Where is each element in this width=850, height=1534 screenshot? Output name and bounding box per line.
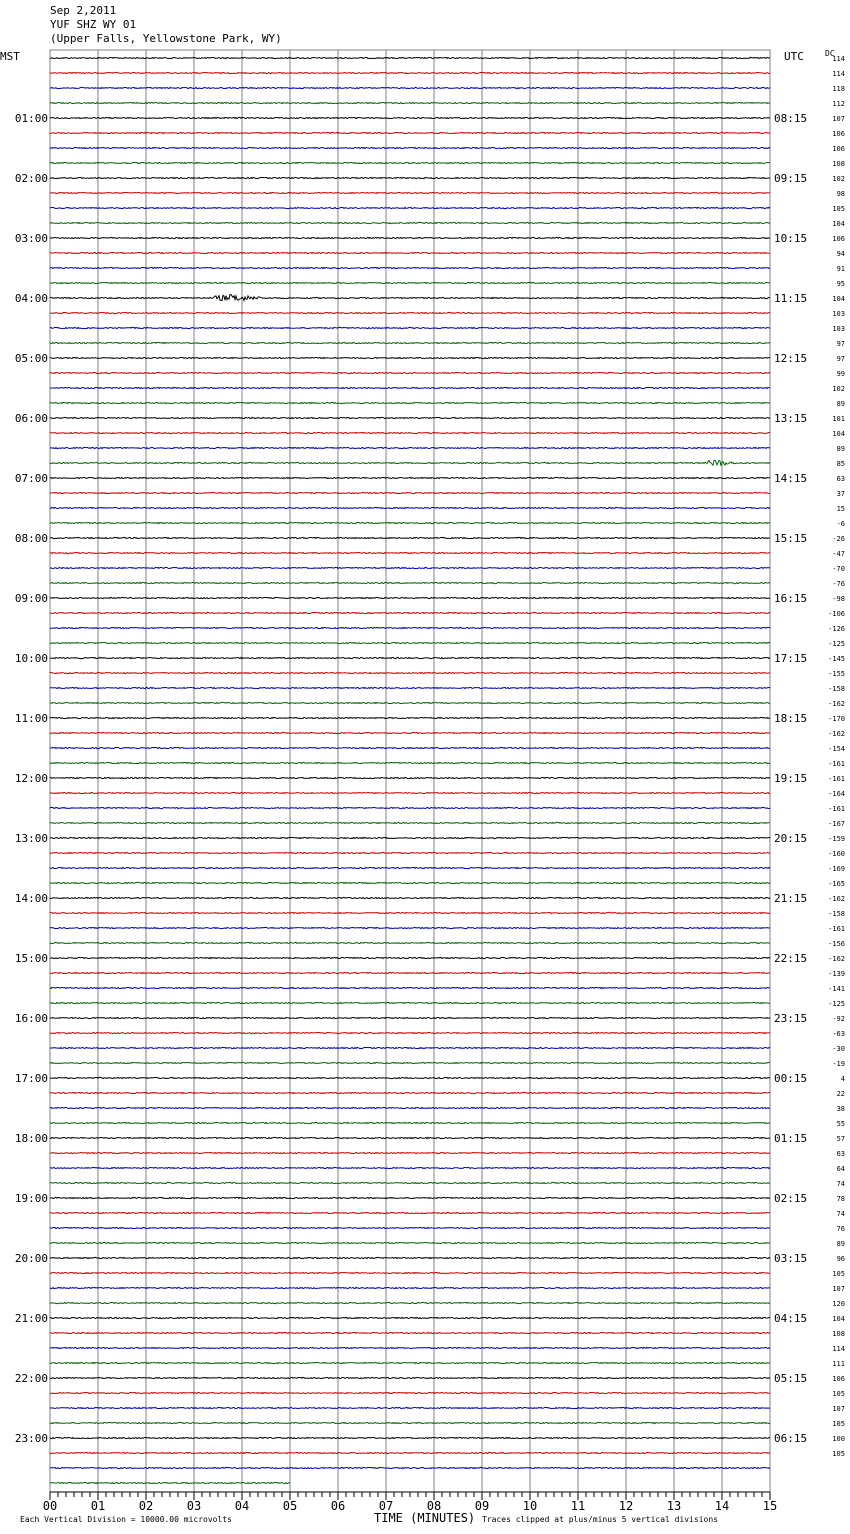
trace-line [50,460,770,466]
dc-offset-label: 102 [832,385,845,393]
x-tick-label: 02 [138,1499,154,1513]
trace-line [50,1392,770,1393]
trace-line [50,1422,770,1423]
right-hour-label: 10:15 [774,232,808,245]
dc-offset-label: 104 [832,220,845,228]
dc-offset-label: -26 [832,535,845,543]
right-hour-label: 21:15 [774,892,808,905]
dc-offset-label: 91 [836,265,845,273]
dc-offset-label: -162 [828,955,845,963]
trace-line [50,1377,770,1378]
right-hour-label: 15:15 [774,532,808,545]
trace-line [50,117,770,118]
trace-line [50,657,770,658]
right-hour-label: 18:15 [774,712,808,725]
dc-offset-label: 89 [836,400,845,408]
dc-offset-label: -167 [828,820,845,828]
left-hour-label: 17:00 [14,1072,48,1085]
dc-offset-label: -92 [832,1015,845,1023]
dc-offset-label: 105 [832,1450,845,1458]
trace-line [50,342,770,343]
dc-offset-label: 55 [836,1120,845,1128]
trace-line [50,177,770,178]
trace-line [50,1167,770,1168]
left-timezone-label: MST [0,50,20,63]
dc-offset-label: -76 [832,580,845,588]
dc-offset-label: 97 [836,355,845,363]
dc-offset-label: -154 [828,745,845,753]
right-hour-label: 17:15 [774,652,808,665]
trace-line [50,702,770,703]
trace-line [50,267,770,268]
trace-line [50,807,770,808]
dc-offset-label: -159 [828,835,845,843]
dc-offset-label: -161 [828,805,845,813]
left-hour-label: 21:00 [14,1312,48,1325]
trace-line [50,582,770,583]
dc-offset-label: 105 [832,205,845,213]
trace-line [50,295,770,301]
right-hour-label: 12:15 [774,352,808,365]
dc-offset-label: 89 [836,1240,845,1248]
right-hour-label: 11:15 [774,292,808,305]
trace-line [50,597,770,598]
trace-line [50,912,770,913]
dc-offset-label: -169 [828,865,845,873]
dc-offset-label: 105 [832,1270,845,1278]
dc-offset-label: 64 [836,1165,845,1173]
dc-offset-label: -125 [828,640,845,648]
dc-offset-label: 118 [832,85,845,93]
trace-line [50,747,770,748]
left-hour-label: 14:00 [14,892,48,905]
trace-line [50,972,770,973]
trace-line [50,942,770,943]
dc-offset-label: -63 [832,1030,845,1038]
x-tick-label: 14 [714,1499,730,1513]
trace-line [50,822,770,823]
trace-line [50,1197,770,1198]
trace-line [50,1092,770,1093]
dc-offset-label: 78 [836,1195,845,1203]
trace-line [50,282,770,283]
x-tick-label: 12 [618,1499,634,1513]
dc-offset-label: 107 [832,1285,845,1293]
trace-line [50,1257,770,1258]
dc-offset-label: 97 [836,340,845,348]
trace-line [50,237,770,238]
dc-offset-label: 57 [836,1135,845,1143]
dc-offset-label: 103 [832,310,845,318]
left-hour-label: 13:00 [14,832,48,845]
left-hour-label: 07:00 [14,472,48,485]
left-hour-label: 18:00 [14,1132,48,1145]
dc-offset-label: 4 [840,1075,845,1083]
dc-offset-label: -6 [836,520,845,528]
left-hour-label: 06:00 [14,412,48,425]
right-hour-label: 05:15 [774,1372,808,1385]
right-hour-label: 04:15 [774,1312,808,1325]
station-code: YUF SHZ WY 01 [50,18,137,31]
trace-line [50,57,770,58]
dc-offset-label: 104 [832,295,845,303]
dc-offset-label: -125 [828,1000,845,1008]
right-hour-label: 19:15 [774,772,808,785]
dc-offset-label: -106 [828,610,845,618]
trace-line [50,1077,770,1078]
trace-line [50,1002,770,1003]
trace-line [50,792,770,793]
x-tick-label: 11 [570,1499,586,1513]
dc-offset-label: -70 [832,565,845,573]
x-tick-label: 15 [762,1499,778,1513]
left-hour-label: 04:00 [14,292,48,305]
trace-line [50,897,770,898]
dc-offset-label: 37 [836,490,845,498]
dc-offset-label: -139 [828,970,845,978]
dc-offset-label: -155 [828,670,845,678]
dc-offset-label: 111 [832,1360,845,1368]
trace-line [50,1137,770,1138]
dc-offset-label: 63 [836,475,845,483]
left-hour-label: 08:00 [14,532,48,545]
right-hour-label: 23:15 [774,1012,808,1025]
left-hour-label: 01:00 [14,112,48,125]
left-hour-label: 20:00 [14,1252,48,1265]
dc-offset-label: 15 [836,505,845,513]
x-tick-label: 01 [90,1499,106,1513]
dc-offset-label: -160 [828,850,845,858]
left-hour-label: 23:00 [14,1432,48,1445]
trace-line [50,777,770,778]
dc-offset-header: DC [825,49,835,58]
dc-offset-label: 76 [836,1225,845,1233]
trace-line [50,1017,770,1018]
dc-offset-label: 99 [836,370,845,378]
dc-offset-label: -162 [828,700,845,708]
x-tick-label: 13 [666,1499,682,1513]
dc-offset-label: -162 [828,730,845,738]
trace-line [50,1272,770,1273]
dc-offset-label: 106 [832,130,845,138]
dc-offset-label: -126 [828,625,845,633]
trace-line [50,162,770,163]
trace-line [50,1347,770,1348]
dc-offset-label: 106 [832,235,845,243]
x-tick-label: 03 [186,1499,202,1513]
trace-line [50,672,770,673]
dc-offset-label: -141 [828,985,845,993]
left-hour-label: 22:00 [14,1372,48,1385]
right-hour-label: 06:15 [774,1432,808,1445]
trace-line [50,492,770,493]
left-hour-label: 09:00 [14,592,48,605]
trace-line [50,717,770,718]
right-timezone-label: UTC [784,50,804,63]
right-hour-label: 08:15 [774,112,808,125]
trace-line [50,1122,770,1123]
trace-line [50,627,770,628]
trace-line [50,327,770,328]
trace-line [50,1212,770,1213]
dc-offset-label: 106 [832,1375,845,1383]
trace-line [50,1152,770,1153]
trace-line [50,102,770,103]
plot-frame [50,50,770,1492]
right-hour-label: 00:15 [774,1072,808,1085]
trace-line [50,447,770,448]
right-hour-label: 01:15 [774,1132,808,1145]
trace-line [50,687,770,688]
left-hour-label: 11:00 [14,712,48,725]
trace-line [50,732,770,733]
trace-line [50,1062,770,1063]
dc-offset-label: -145 [828,655,845,663]
trace-line [50,867,770,868]
trace-line [50,1242,770,1243]
trace-line [50,1332,770,1333]
dc-offset-label: 114 [832,55,845,63]
trace-line [50,1032,770,1033]
dc-offset-label: 107 [832,1405,845,1413]
dc-offset-label: 85 [836,460,845,468]
dc-offset-label: -47 [832,550,845,558]
dc-offset-label: -162 [828,895,845,903]
trace-line [50,147,770,148]
trace-line [50,87,770,88]
trace-line [50,507,770,508]
dc-offset-label: 74 [836,1180,845,1188]
trace-line [50,1317,770,1318]
trace-line [50,477,770,478]
trace-line [50,552,770,553]
trace-line [50,612,770,613]
dc-offset-label: -161 [828,925,845,933]
x-tick-label: 04 [234,1499,250,1513]
dc-offset-label: -158 [828,685,845,693]
trace-line [50,192,770,193]
dc-offset-label: 101 [832,415,845,423]
x-tick-label: 09 [474,1499,490,1513]
trace-line [50,852,770,853]
trace-line [50,1467,770,1468]
dc-offset-label: 38 [836,1105,845,1113]
dc-offset-label: 114 [832,1345,845,1353]
trace-line [50,1302,770,1303]
clip-note: Traces clipped at plus/minus 5 vertical divisions [482,1515,719,1524]
dc-offset-label: 100 [832,1435,845,1443]
trace-line [50,882,770,883]
right-hour-label: 14:15 [774,472,808,485]
right-hour-label: 20:15 [774,832,808,845]
trace-line [50,837,770,838]
dc-offset-label: -161 [828,760,845,768]
x-tick-label: 08 [426,1499,442,1513]
trace-line [50,957,770,958]
dc-offset-label: 105 [832,1420,845,1428]
dc-offset-label: 114 [832,70,845,78]
dc-offset-label: 104 [832,1315,845,1323]
right-hour-label: 02:15 [774,1192,808,1205]
trace-line [50,1437,770,1438]
dc-offset-label: 107 [832,115,845,123]
x-tick-label: 06 [330,1499,346,1513]
dc-offset-label: -170 [828,715,845,723]
dc-offset-label: 89 [836,445,845,453]
dc-offset-label: -19 [832,1060,845,1068]
dc-offset-label: -161 [828,775,845,783]
dc-offset-label: 108 [832,1330,845,1338]
scale-note: Each Vertical Division = 10000.00 microvolts [20,1515,232,1524]
dc-offset-label: 120 [832,1300,845,1308]
dc-offset-label: 96 [836,1255,845,1263]
trace-line [50,927,770,928]
station-location: (Upper Falls, Yellowstone Park, WY) [50,32,282,45]
dc-offset-label: 94 [836,250,845,258]
left-hour-label: 16:00 [14,1012,48,1025]
right-hour-label: 16:15 [774,592,808,605]
trace-line [50,72,770,73]
trace-line [50,1227,770,1228]
trace-line [50,1182,770,1183]
trace-line [50,762,770,763]
dc-offset-label: 22 [836,1090,845,1098]
trace-line [50,132,770,133]
trace-line [50,1047,770,1048]
x-axis-title: TIME (MINUTES) [374,1511,476,1525]
x-tick-label: 07 [378,1499,394,1513]
dc-offset-label: 108 [832,160,845,168]
x-tick-label: 10 [522,1499,538,1513]
x-tick-label: 00 [42,1499,58,1513]
dc-offset-label: 63 [836,1150,845,1158]
trace-line [50,1287,770,1288]
dc-offset-label: -164 [828,790,845,798]
trace-line [50,642,770,643]
left-hour-label: 19:00 [14,1192,48,1205]
trace-line [50,387,770,388]
left-hour-label: 12:00 [14,772,48,785]
left-hour-label: 02:00 [14,172,48,185]
dc-offset-label: 105 [832,1390,845,1398]
dc-offset-label: 102 [832,175,845,183]
trace-line [50,1107,770,1108]
trace-line [50,252,770,253]
trace-line [50,357,770,358]
dc-offset-label: 104 [832,430,845,438]
trace-line [50,522,770,523]
right-hour-label: 09:15 [774,172,808,185]
trace-line [50,432,770,433]
dc-offset-label: -165 [828,880,845,888]
x-tick-label: 05 [282,1499,298,1513]
trace-line [50,567,770,568]
date-title: Sep 2,2011 [50,4,117,17]
left-hour-label: 05:00 [14,352,48,365]
dc-offset-label: 112 [832,100,845,108]
trace-line [50,402,770,403]
trace-line [50,1407,770,1408]
trace-line [50,207,770,208]
dc-offset-label: -156 [828,940,845,948]
right-hour-label: 13:15 [774,412,808,425]
trace-line [50,417,770,418]
trace-line [50,372,770,373]
right-hour-label: 03:15 [774,1252,808,1265]
dc-offset-label: 74 [836,1210,845,1218]
dc-offset-label: 95 [836,280,845,288]
right-hour-label: 22:15 [774,952,808,965]
dc-offset-label: 106 [832,145,845,153]
trace-line [50,987,770,988]
dc-offset-label: -158 [828,910,845,918]
dc-offset-label: -98 [832,595,845,603]
left-hour-label: 15:00 [14,952,48,965]
trace-line [50,1482,290,1483]
trace-line [50,312,770,313]
dc-offset-label: -30 [832,1045,845,1053]
trace-line [50,1362,770,1363]
left-hour-label: 10:00 [14,652,48,665]
trace-line [50,537,770,538]
dc-offset-label: 98 [836,190,845,198]
trace-line [50,222,770,223]
dc-offset-label: 103 [832,325,845,333]
left-hour-label: 03:00 [14,232,48,245]
trace-line [50,1452,770,1453]
